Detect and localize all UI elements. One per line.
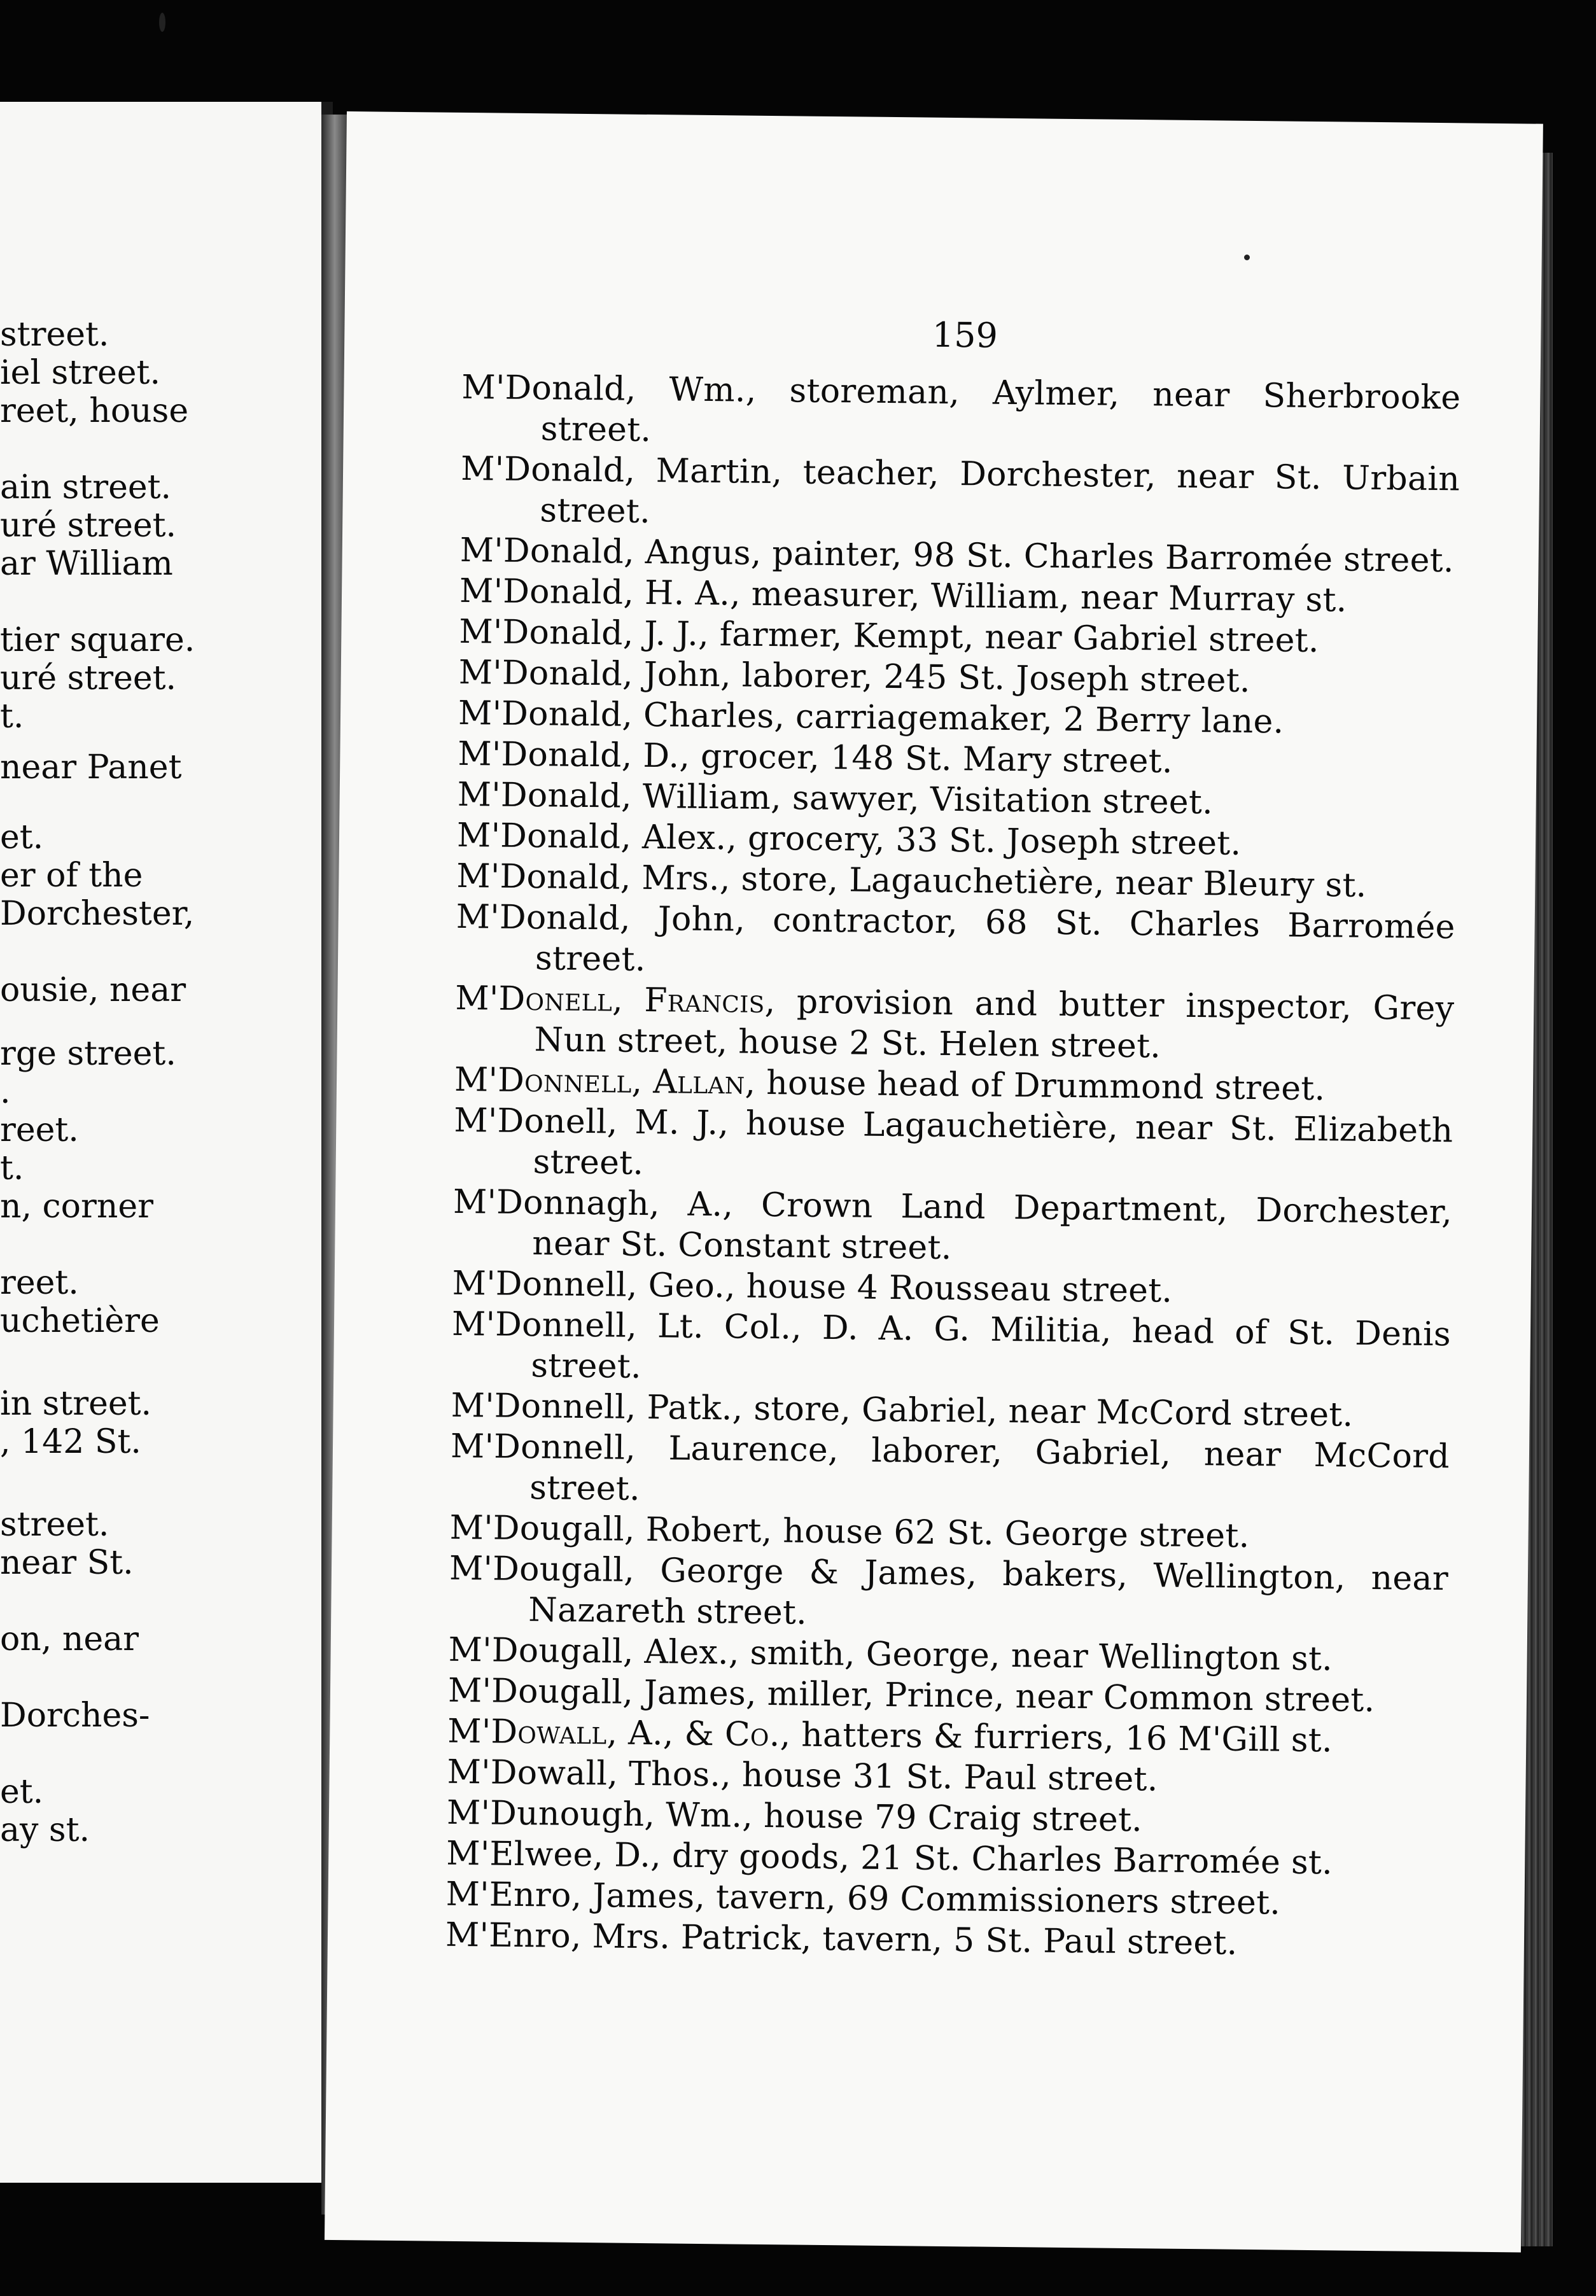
entry-name: M'Dougall, George & James,	[449, 1549, 977, 1593]
entry-details: grocer, 148 St. Mary street.	[700, 737, 1173, 781]
entry-details: carriagemaker, 2 Berry lane.	[795, 697, 1284, 741]
entry-name: M'Dunough, Wm.,	[446, 1793, 753, 1835]
page-number: 159	[932, 314, 998, 356]
entry-name: M'Donald, H. A.,	[459, 571, 741, 613]
directory-entry	[453, 1100, 1453, 1192]
entry-details: house head of Drummond street.	[766, 1063, 1326, 1109]
entry-details: store, Gabriel, near McCord street.	[753, 1389, 1354, 1434]
directory-entry	[452, 1182, 1452, 1273]
entry-name: M'Donald, Martin,	[460, 449, 783, 492]
entry-name: M'Donnell, Patk.,	[451, 1386, 743, 1428]
entry-name: M'Donell, Francis,	[455, 979, 776, 1021]
entry-details: sawyer, Visitation street.	[792, 779, 1214, 822]
entry-name: M'Donald, Charles,	[458, 694, 785, 736]
entry-details: tavern, 69 Commissioners street.	[715, 1878, 1281, 1922]
left-page-fragment: iel street.	[0, 354, 160, 392]
entry-name: M'Donald, William,	[457, 775, 782, 818]
entry-name: M'Donald, Angus,	[459, 531, 762, 573]
entry-details: grocery, 33 St. Joseph street.	[747, 819, 1242, 863]
left-page-fragment: rge street.	[0, 1035, 176, 1073]
entry-name: M'Donald, Mrs.,	[456, 857, 731, 899]
left-page	[0, 102, 333, 2183]
left-page-fragment: near St.	[0, 1544, 134, 1582]
entry-name: M'Donnell, Lt. Col.,	[451, 1305, 802, 1347]
left-page-fragment: reet, house	[0, 392, 189, 430]
entry-details: storeman, Aylmer, near Sherbrooke street.	[540, 372, 1461, 450]
entry-details: smith, George, near Wellington st.	[750, 1634, 1333, 1679]
left-page-fragment: t.	[0, 1149, 24, 1187]
left-page-fragment: in street.	[0, 1385, 152, 1423]
entry-name: M'Donald, John,	[458, 653, 732, 695]
left-page-fragment: on, near	[0, 1620, 139, 1658]
left-page-fragment: er of the	[0, 857, 143, 895]
entry-details: hatters & furriers, 16 M'Gill st.	[801, 1716, 1333, 1760]
entry-name: M'Donnell, Laurence,	[450, 1427, 839, 1470]
entry-details: provision and butter inspector, Grey Nun street, house 2 St. Helen street.	[534, 983, 1455, 1066]
left-page-fragment: n, corner	[0, 1187, 153, 1226]
entry-details: house 4 Rousseau street.	[746, 1267, 1173, 1310]
entry-name: M'Donell, M. J.,	[454, 1101, 729, 1143]
left-page-fragment: Dorches-	[0, 1697, 150, 1735]
entry-name: M'Dougall, James,	[447, 1671, 757, 1713]
entry-name: M'Dougall, Robert,	[449, 1508, 773, 1551]
entry-name: M'Donald, Wm.,	[461, 368, 757, 410]
entry-details: dry goods, 21 St. Charles Barromée st.	[671, 1837, 1333, 1882]
left-page-fragment: tier square.	[0, 621, 195, 659]
scan-speck	[1244, 255, 1250, 260]
entry-details: bakers, Wellington, near Nazareth street.	[528, 1555, 1449, 1632]
directory-entry	[449, 1548, 1448, 1640]
left-page-fragment: ay st.	[0, 1811, 90, 1849]
right-page	[325, 111, 1543, 2253]
entry-details: teacher, Dorchester, near St. Urbain street.	[540, 453, 1460, 531]
left-page-fragment: et.	[0, 818, 44, 857]
entry-name: M'Donnell, Allan,	[454, 1060, 756, 1102]
scan-speck	[159, 13, 165, 32]
left-page-fragment: , 142 St.	[0, 1423, 141, 1461]
directory-entry	[460, 449, 1460, 540]
entry-details: store, Lagauchetière, near Bleury st.	[741, 860, 1367, 905]
directory-entry	[450, 1426, 1450, 1518]
left-page-fragment: street.	[0, 316, 109, 354]
entry-name: M'Donald, D.,	[458, 734, 690, 776]
entry-details: house 79 Craig street.	[763, 1797, 1143, 1840]
entry-details: house Lagauchetière, near St. Elizabeth street.	[533, 1104, 1453, 1182]
entry-name: M'Dougall, Alex.,	[448, 1630, 740, 1672]
directory-entries	[445, 367, 1461, 1966]
entry-name: M'Dowall, A., & Co.,	[447, 1712, 791, 1754]
left-page-fragment: Dorchester,	[0, 895, 195, 933]
entry-name: M'Enro, Mrs. Patrick,	[445, 1915, 812, 1958]
entry-details: D. A. G. Militia, head of St. Denis street.	[531, 1308, 1452, 1386]
left-page-fragment: near Panet	[0, 748, 182, 787]
entry-name: M'Donnell, Geo.,	[452, 1264, 736, 1306]
directory-entry	[454, 978, 1454, 1070]
entry-details: tavern, 5 St. Paul street.	[822, 1919, 1238, 1963]
left-page-fragment: t.	[0, 697, 24, 736]
entry-name: M'Enro, James,	[445, 1875, 706, 1917]
entry-name: M'Donald, J. J.,	[459, 612, 710, 654]
left-page-fragment: uré street.	[0, 507, 177, 545]
left-page-fragment: ain street.	[0, 468, 172, 507]
left-page-fragment: reet.	[0, 1111, 79, 1149]
entry-name: M'Dowall, Thos.,	[447, 1753, 732, 1795]
directory-entry	[461, 367, 1460, 459]
entry-name: M'Donald, John,	[456, 897, 746, 939]
entry-details: laborer, Gabriel, near McCord street.	[529, 1431, 1450, 1508]
left-page-fragment: ar William	[0, 545, 173, 583]
directory-entry	[451, 1304, 1451, 1396]
left-page-fragment: uchetière	[0, 1302, 160, 1340]
directory-entry	[456, 897, 1455, 988]
left-page-fragment: et.	[0, 1773, 44, 1811]
entry-name: M'Elwee, D.,	[446, 1834, 662, 1875]
entry-details: painter, 98 St. Charles Barromée street.	[772, 535, 1455, 580]
left-page-fragment: uré street.	[0, 659, 177, 697]
entry-details: miller, Prince, near Common street.	[767, 1675, 1375, 1720]
left-page-fragment: .	[0, 1073, 11, 1111]
entry-details: laborer, 245 St. Joseph street.	[741, 656, 1251, 700]
entry-details: farmer, Kempt, near Gabriel street.	[719, 615, 1320, 661]
entry-name: M'Donnagh, A.,	[452, 1182, 734, 1224]
left-page-fragment: ousie, near	[0, 971, 186, 1009]
entry-details: measurer, William, near Murray st.	[751, 575, 1347, 620]
entry-details: house 62 St. George street.	[783, 1512, 1250, 1555]
entry-details: house 31 St. Paul street.	[741, 1756, 1158, 1799]
left-page-fragment: street.	[0, 1506, 109, 1544]
entry-details: Crown Land Department, Dorchester, near St. Constant street.	[532, 1186, 1453, 1268]
entry-details: contractor, 68 St. Charles Barromée street.	[535, 901, 1455, 979]
left-page-fragment: reet.	[0, 1264, 79, 1302]
entry-name: M'Donald, Alex.,	[456, 816, 738, 858]
